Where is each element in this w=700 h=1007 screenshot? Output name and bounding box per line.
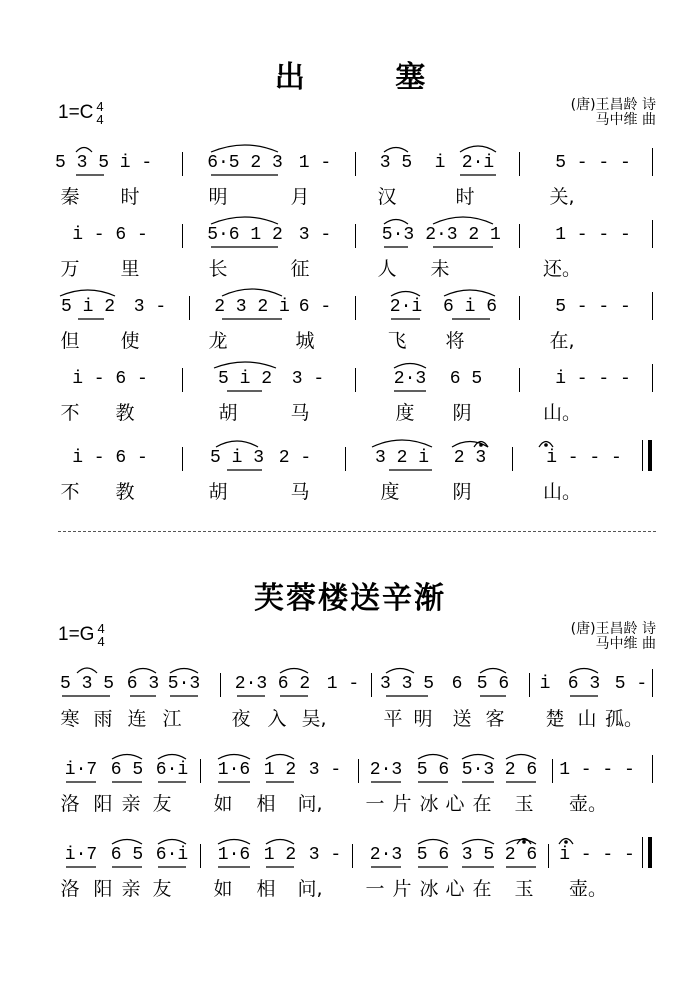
lyric-char: 还。 — [542, 258, 582, 280]
lyric-char: 平 — [383, 708, 403, 730]
barline — [182, 152, 183, 176]
lyric-char: 一 — [365, 878, 385, 900]
lyric-char: 马 — [290, 402, 310, 424]
note-group: 6 5 — [110, 845, 144, 865]
barline — [352, 844, 353, 868]
note-group: 5 - — [614, 674, 648, 694]
note-group: 5 i 3 — [209, 448, 265, 468]
note-group: 6·i — [155, 760, 189, 780]
lyric-char: 洛 — [60, 878, 80, 900]
song1-title: 出 塞 — [274, 60, 466, 95]
note-group: 5 6 — [476, 674, 510, 694]
lyric-char: 亲 — [121, 878, 141, 900]
notation-row — [0, 225, 700, 255]
lyric-char: 冰 — [419, 793, 439, 815]
lyric-char: 友 — [152, 793, 172, 815]
barline — [358, 759, 359, 783]
lyric-row — [0, 254, 700, 280]
lyric-char: 如 — [213, 878, 233, 900]
barline — [529, 673, 530, 697]
barline — [552, 759, 553, 783]
final-barline-thick — [648, 440, 652, 471]
note-group: i - 6 - — [72, 448, 148, 468]
final-barline-thin — [642, 440, 643, 471]
note-group: 1·6 — [217, 845, 251, 865]
note-group: 1 - - - — [559, 760, 635, 780]
barline — [548, 844, 549, 868]
song1-composer: 马中维 曲 — [595, 112, 656, 128]
lyric-char: 山。 — [542, 481, 582, 503]
section-divider — [58, 531, 656, 532]
note-group: 1 - — [298, 153, 332, 173]
note-group: 2·i — [389, 297, 423, 317]
song2-poet: (唐)王昌龄 诗 — [570, 621, 656, 637]
note-group: i — [434, 153, 446, 173]
lyric-char: 江 — [162, 708, 182, 730]
lyric-char: 客 — [485, 708, 505, 730]
lyric-char: 飞 — [387, 330, 407, 352]
note-group: 1·6 — [217, 760, 251, 780]
note-group: 3 5 — [379, 153, 413, 173]
lyric-char: 山。 — [542, 402, 582, 424]
barline — [519, 224, 520, 248]
note-group: 3 - — [298, 225, 332, 245]
note-group: 5 6 — [416, 845, 450, 865]
lyric-char: 友 — [152, 878, 172, 900]
note-group: 2·3 — [393, 369, 427, 389]
lyric-char: 如 — [213, 793, 233, 815]
song1-key: 1=C — [58, 102, 94, 123]
lyric-char: 玉 — [514, 878, 534, 900]
lyric-char: 送 — [452, 708, 472, 730]
lyric-char: 教 — [115, 481, 135, 503]
note-group: 2 - — [278, 448, 312, 468]
note-group: 6 2 — [277, 674, 311, 694]
barline — [355, 296, 356, 320]
barline — [182, 447, 183, 471]
song1-key-signature — [58, 100, 104, 126]
barline — [200, 844, 201, 868]
lyric-char: 一 — [365, 793, 385, 815]
lyric-char: 冰 — [419, 878, 439, 900]
lyric-char: 万 — [60, 258, 80, 280]
song2-time-signature: 4 4 — [97, 621, 105, 649]
note-group: 2 6 — [504, 845, 538, 865]
notation-row — [0, 845, 700, 875]
lyric-char: 在 — [472, 878, 492, 900]
lyric-char: 里 — [120, 258, 140, 280]
lyric-char: 教 — [115, 402, 135, 424]
song2-composer: 马中维 曲 — [595, 636, 656, 652]
lyric-char: 片 — [392, 793, 412, 815]
note-group: 3 2 i — [374, 448, 430, 468]
barline — [652, 755, 653, 783]
lyric-char: 征 — [290, 258, 310, 280]
lyric-char: 吴, — [301, 708, 327, 730]
lyric-char: 未 — [430, 258, 450, 280]
lyric-char: 关, — [549, 186, 575, 208]
lyric-char: 山 — [577, 708, 597, 730]
barline — [519, 368, 520, 392]
lyric-char: 玉 — [514, 793, 534, 815]
note-group: i·7 — [64, 845, 98, 865]
lyric-char: 心 — [445, 878, 465, 900]
lyric-row — [0, 477, 700, 503]
lyric-row — [0, 874, 700, 900]
note-group: 1 - — [326, 674, 360, 694]
note-group: 2 3 2 i — [214, 297, 290, 317]
note-group: 2·3 2 1 — [425, 225, 501, 245]
note-group: 6 5 — [449, 369, 483, 389]
lyric-char: 问, — [297, 793, 323, 815]
note-group: i - — [119, 153, 153, 173]
lyric-char: 使 — [120, 330, 140, 352]
note-group: i - - - — [546, 448, 622, 468]
lyric-char: 在 — [472, 793, 492, 815]
note-group: 6 3 — [567, 674, 601, 694]
note-group: 1 2 — [263, 845, 297, 865]
lyric-char: 度 — [380, 481, 400, 503]
lyric-char: 不 — [60, 481, 80, 503]
notation-row — [0, 369, 700, 399]
note-group: 2 6 — [504, 760, 538, 780]
note-group: 5 3 5 — [54, 153, 110, 173]
song1-time-signature: 4 4 — [96, 99, 104, 127]
note-group: 3 - — [291, 369, 325, 389]
lyric-char: 龙 — [208, 330, 228, 352]
notation-row — [0, 760, 700, 790]
barline — [200, 759, 201, 783]
lyric-char: 城 — [295, 330, 315, 352]
lyric-char: 但 — [60, 330, 80, 352]
note-group: 2 3 — [453, 448, 487, 468]
notation-row — [0, 448, 700, 478]
note-group: 1 - - - — [555, 225, 631, 245]
lyric-char: 阴 — [452, 481, 472, 503]
song1-credits — [571, 98, 656, 128]
song2-key: 1=G — [58, 624, 95, 645]
lyric-char: 壶。 — [568, 793, 608, 815]
note-group: 5 6 — [416, 760, 450, 780]
song1-poet: (唐)王昌龄 诗 — [570, 97, 656, 113]
final-barline-thin — [642, 837, 643, 868]
note-group: 2·3 — [369, 760, 403, 780]
lyric-char: 雨 — [93, 708, 113, 730]
barline — [519, 152, 520, 176]
lyric-char: 马 — [290, 481, 310, 503]
note-group: 5·3 — [167, 674, 201, 694]
barline — [355, 152, 356, 176]
lyric-char: 寒 — [60, 708, 80, 730]
barline — [345, 447, 346, 471]
lyric-char: 壶。 — [568, 878, 608, 900]
notation-row — [0, 297, 700, 327]
notation-row — [0, 674, 700, 704]
lyric-char: 度 — [395, 402, 415, 424]
lyric-char: 相 — [256, 793, 276, 815]
lyric-char: 汉 — [377, 186, 397, 208]
lyric-char: 人 — [377, 258, 397, 280]
lyric-char: 明 — [413, 708, 433, 730]
lyric-char: 阳 — [93, 878, 113, 900]
lyric-char: 胡 — [218, 402, 238, 424]
lyric-char: 连 — [127, 708, 147, 730]
lyric-char: 心 — [445, 793, 465, 815]
note-group: 5 i 2 — [217, 369, 273, 389]
notation-row — [0, 153, 700, 183]
lyric-row — [0, 789, 700, 815]
note-group: i - 6 - — [72, 369, 148, 389]
note-group: 5 - - - — [555, 297, 631, 317]
note-group: i - 6 - — [72, 225, 148, 245]
note-group: i - - - — [559, 845, 635, 865]
note-group: 1 2 — [263, 760, 297, 780]
note-group: 2·3 — [369, 845, 403, 865]
song2-credits — [571, 622, 656, 652]
barline — [220, 673, 221, 697]
barline — [652, 364, 653, 392]
lyric-char: 洛 — [60, 793, 80, 815]
lyric-char: 在, — [549, 330, 575, 352]
lyric-char: 入 — [267, 708, 287, 730]
note-group: i - - - — [555, 369, 631, 389]
barline — [652, 292, 653, 320]
lyric-char: 夜 — [231, 708, 251, 730]
note-group: 5 - - - — [555, 153, 631, 173]
lyric-char: 问, — [297, 878, 323, 900]
note-group: 2·3 — [234, 674, 268, 694]
note-group: 5 i 2 — [60, 297, 116, 317]
lyric-char: 将 — [445, 330, 465, 352]
note-group: 5·6 1 2 — [207, 225, 283, 245]
lyric-char: 时 — [120, 186, 140, 208]
barline — [652, 220, 653, 248]
barline — [519, 296, 520, 320]
barline — [182, 368, 183, 392]
note-group: 5·3 — [461, 760, 495, 780]
lyric-char: 相 — [256, 878, 276, 900]
lyric-char: 月 — [290, 186, 310, 208]
barline — [189, 296, 190, 320]
note-group: 5 3 5 — [59, 674, 115, 694]
note-group: 3 - — [308, 845, 342, 865]
note-group: 6 5 — [110, 760, 144, 780]
lyric-char: 时 — [455, 186, 475, 208]
note-group: i — [539, 674, 551, 694]
lyric-char: 孤。 — [604, 708, 644, 730]
lyric-char: 楚 — [545, 708, 565, 730]
barline — [182, 224, 183, 248]
lyric-char: 不 — [60, 402, 80, 424]
note-group: 6·i — [155, 845, 189, 865]
note-group: 6 3 — [126, 674, 160, 694]
barline — [512, 447, 513, 471]
lyric-char: 明 — [208, 186, 228, 208]
barline — [355, 368, 356, 392]
lyric-row — [0, 182, 700, 208]
note-group: 6·5 2 3 — [207, 153, 283, 173]
note-group: 3 3 5 — [379, 674, 435, 694]
note-group: 6 - — [298, 297, 332, 317]
note-group: 3 5 — [461, 845, 495, 865]
song2-title: 芙蓉楼送辛渐 — [254, 581, 446, 616]
lyric-char: 阴 — [452, 402, 472, 424]
lyric-char: 胡 — [208, 481, 228, 503]
note-group: i·7 — [64, 760, 98, 780]
barline — [652, 669, 653, 697]
lyric-char: 长 — [208, 258, 228, 280]
lyric-row — [0, 326, 700, 352]
note-group: 3 - — [308, 760, 342, 780]
lyric-char: 亲 — [121, 793, 141, 815]
barline — [355, 224, 356, 248]
note-group: 5·3 — [381, 225, 415, 245]
lyric-char: 阳 — [93, 793, 113, 815]
note-group: 6 — [451, 674, 463, 694]
lyric-char: 秦 — [60, 186, 80, 208]
note-group: 2·i — [461, 153, 495, 173]
lyric-row — [0, 398, 700, 424]
barline — [652, 148, 653, 176]
note-group: 3 - — [133, 297, 167, 317]
barline — [371, 673, 372, 697]
final-barline-thick — [648, 837, 652, 868]
lyric-row — [0, 704, 700, 730]
note-group: 6 i 6 — [442, 297, 498, 317]
lyric-char: 片 — [392, 878, 412, 900]
song2-key-signature — [58, 622, 105, 648]
